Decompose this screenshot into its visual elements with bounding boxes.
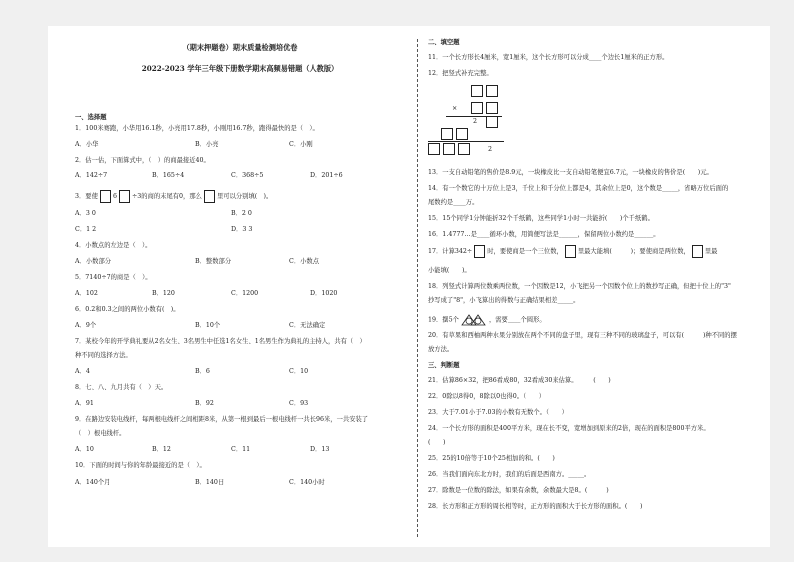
option[interactable]: C．10 (289, 368, 309, 375)
question-3 (75, 190, 272, 203)
digit-box[interactable] (458, 143, 470, 155)
question-17 (428, 245, 717, 258)
question-24: 24．一个长方形的面积是400平方米，现在长不变，宽增加到原来的2倍，现在的面积是800平方米。 (428, 425, 710, 432)
question-20: 20．有草果和西柚两种水果分别放在两个不同的盘子里，现有三种不同的玻璃盘子，可以有( )种不同的摆 (428, 332, 737, 339)
option[interactable]: A．142÷7 (75, 172, 108, 179)
option[interactable]: C．1200 (231, 290, 259, 297)
question-9-cont: （ ）根电线杆。 (75, 430, 126, 437)
answer-box[interactable] (565, 245, 576, 258)
rule-line (428, 141, 504, 142)
question-4: 4．小数点的左边是（ ）。 (75, 242, 152, 249)
question-20-cont: 放方法。 (428, 346, 454, 353)
multiplication-figure (428, 82, 548, 162)
digit-two: 2 (488, 146, 493, 153)
option[interactable]: B．6 (195, 368, 210, 375)
question-14: 14．有一个数它的十万位上是3，千位上和千分位上都是4，其余位上是0，这个数是_____，省略万位后面的 (428, 185, 729, 192)
question-17-text: 里最 (704, 248, 718, 255)
digit-box[interactable] (471, 85, 483, 97)
question-5: 5．7140÷7的商是（ ）。 (75, 274, 152, 281)
option[interactable]: A．10 (75, 446, 94, 453)
digit-box[interactable] (486, 102, 498, 114)
question-9: 9．在路边安装电线杆，每两根电线杆之间相距8米，从第一根到最后一根电线杆一共长96米，一共安装了 (75, 416, 369, 423)
question-25: 25．25的10倍等于10个25相加的和。( ) (428, 455, 555, 462)
option[interactable]: A．小华 (75, 141, 99, 148)
answer-box[interactable] (100, 190, 111, 203)
option[interactable]: A．102 (75, 290, 98, 297)
option[interactable]: B．整数部分 (195, 258, 232, 265)
question-14-cont: 尾数约是____万。 (428, 199, 479, 206)
option[interactable]: A．3 0 (75, 210, 96, 217)
question-19-text: 19．摆5个 (428, 316, 459, 324)
question-12: 12．把竖式补充完整。 (428, 70, 493, 77)
answer-box[interactable] (119, 190, 130, 203)
question-19 (428, 314, 546, 326)
option[interactable]: C．368÷5 (231, 172, 264, 179)
digit-box[interactable] (471, 102, 483, 114)
column-divider (417, 39, 418, 537)
option[interactable]: B．165÷4 (152, 172, 185, 179)
question-24-cont: ( ) (428, 439, 446, 446)
question-28: 28．长方形和正方形的周长相等时，正方形的面积大于长方形的面积。( ) (428, 503, 643, 510)
section-judge-heading: 三、判断题 (428, 362, 460, 369)
option[interactable]: B．92 (195, 400, 214, 407)
answer-box[interactable] (692, 245, 703, 258)
question-27: 27．除数是一位数的除法，如果有余数，余数最大是8。( ) (428, 487, 609, 494)
circle-triangle-icon (461, 314, 487, 326)
option[interactable]: C．11 (231, 446, 251, 453)
digit-two: 2 (473, 118, 478, 125)
option[interactable]: D．3 3 (231, 226, 253, 233)
option[interactable]: A．9个 (75, 322, 97, 329)
answer-box[interactable] (204, 190, 215, 203)
exam-page (48, 26, 770, 547)
question-18-cont: 抄写成了"8"，小飞算出的得数与正确结果相差_____。 (428, 297, 580, 304)
question-18: 18．列竖式计算两位数乘两位数，一个因数是12，小飞把另一个因数个位上的数抄写正确，但把十位上的"3" (428, 283, 731, 290)
digit-box[interactable] (441, 128, 453, 140)
digit-box[interactable] (456, 128, 468, 140)
question-8: 8．七、八、九月共有（ ）天。 (75, 384, 168, 391)
question-11: 11．一个长方形长4厘米，宽1厘米，这个长方形可以分成____个边长1厘米的正方形。 (428, 54, 669, 61)
question-7-cont: 种不同的选择方法。 (75, 352, 132, 359)
option[interactable]: C．小数点 (289, 258, 320, 265)
option[interactable]: D．1020 (310, 290, 338, 297)
question-1: 1．100米赛跑，小华用16.1秒，小亮用17.8秒，小刚用16.7秒，跑得最快的是（ ）。 (75, 125, 319, 132)
option[interactable]: C．无法确定 (289, 322, 326, 329)
option[interactable]: B．140日 (195, 479, 225, 486)
question-26: 26．当我们面向东北方时，我们的后面是西南方。_____。 (428, 471, 591, 478)
exam-subtitle: 2022-2023 学年三年级下册数学期末高频易错题（人教版） (141, 64, 339, 73)
question-13: 13．一支自动铅笔的售价是8.9元，一块橡皮比一支自动铅笔便宜6.7元，一块橡皮的售价是( )元。 (428, 169, 713, 176)
question-6: 6．0.2和0.3之间的两位小数有( )。 (75, 306, 180, 313)
times-sign: × (452, 105, 458, 112)
section-choice-heading: 一、选择题 (75, 114, 107, 121)
option[interactable]: C．140小时 (289, 479, 325, 486)
option[interactable]: A．4 (75, 368, 90, 375)
question-16: 16．1.4777…是____循环小数，用简便写法是______，保留两位小数约是______。 (428, 231, 660, 238)
question-17-text: 时，要使商是一个三位数， (487, 248, 563, 255)
question-23: 23．大于7.01小于7.03的小数有无数个。（ ） (428, 409, 568, 416)
question-21: 21．估算86×32，把86看成80，32看成30来估算。 ( ) (428, 377, 611, 384)
option[interactable]: D．201÷6 (310, 172, 343, 179)
option[interactable]: A．91 (75, 400, 94, 407)
option[interactable]: B．10个 (195, 322, 221, 329)
question-3-digit: 6 (112, 193, 117, 200)
option[interactable]: C．93 (289, 400, 309, 407)
option[interactable]: C．小刚 (289, 141, 313, 148)
digit-box[interactable] (428, 143, 440, 155)
question-3-text: 3．要使 (75, 193, 98, 200)
question-22: 22．0除以8得0，8除以0也得0。（ ） (428, 393, 546, 400)
digit-box[interactable] (443, 143, 455, 155)
question-17-cont: 小能填( )。 (428, 267, 471, 274)
option[interactable]: C．1 2 (75, 226, 97, 233)
option[interactable]: B．12 (152, 446, 171, 453)
digit-box[interactable] (486, 85, 498, 97)
question-17-text: 里最大能填( )；要使商是两位数， (577, 248, 690, 255)
option[interactable]: D．13 (310, 446, 330, 453)
exam-title: （期末押题卷）期末质量检测培优卷 (182, 43, 298, 52)
question-2: 2．估一估，下面算式中，（ ）的商最接近40。 (75, 157, 210, 164)
option[interactable]: B．120 (152, 290, 175, 297)
question-3-text: 里可以分别填( )。 (216, 193, 273, 200)
question-3-text: ÷3的商的末尾有0，那么 (131, 193, 202, 200)
answer-box[interactable] (474, 245, 485, 258)
option[interactable]: B．2 0 (231, 210, 252, 217)
section-fill-heading: 二、填空题 (428, 39, 460, 46)
digit-box[interactable] (486, 116, 498, 128)
question-17-text: 17．计算342÷ (428, 248, 473, 255)
option[interactable]: A．小数部分 (75, 258, 112, 265)
question-19-text: ，需要____个圆形。 (488, 316, 546, 324)
question-10: 10．下面的时间与你的年龄最接近的是（ ）。 (75, 462, 206, 469)
question-7: 7．某校今年的开学典礼要从2名女生、3名男生中任选1名女生、1名男生作为典礼的主持人，共有（ ） (75, 338, 366, 345)
option[interactable]: B．小亮 (195, 141, 219, 148)
question-15: 15．15个同学1分钟能折32个千纸鹤，这些同学1小时一共能折( )个千纸鹤。 (428, 215, 654, 222)
option[interactable]: A．140个月 (75, 479, 111, 486)
